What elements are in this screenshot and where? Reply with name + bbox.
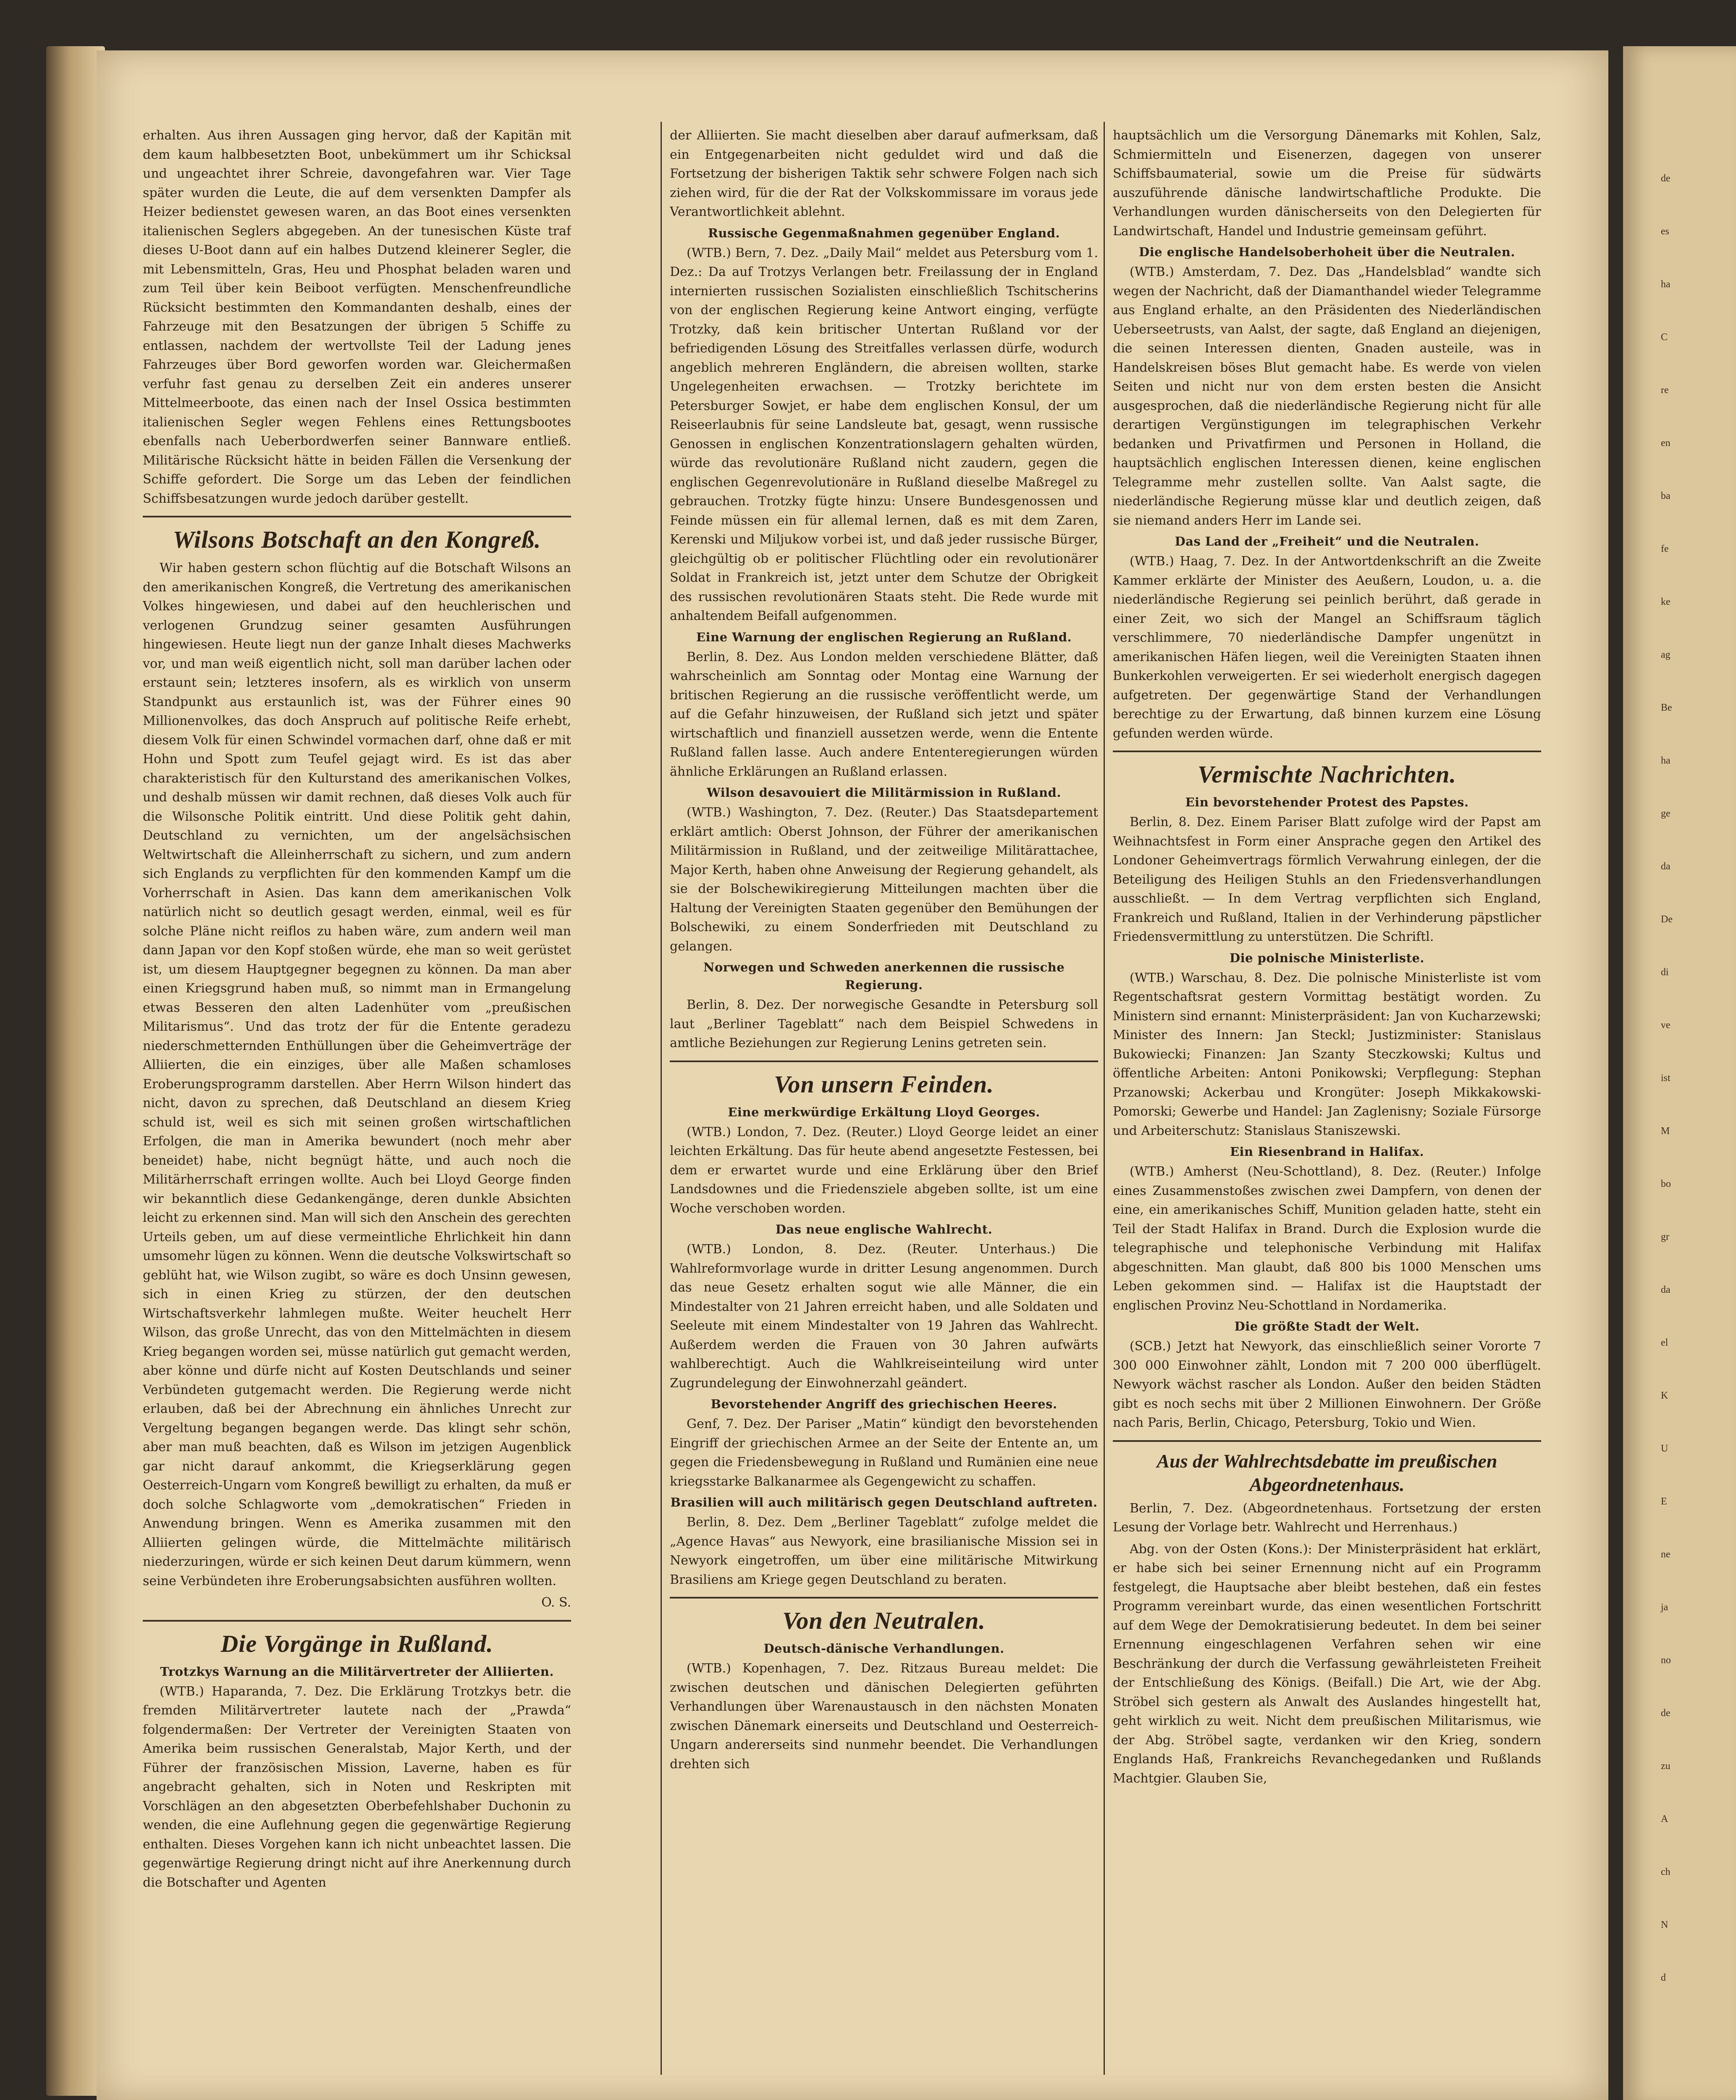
edge-text-fragment: Be xyxy=(1661,702,1672,713)
subheading-danish: Deutsch-dänische Verhandlungen. xyxy=(763,1641,1004,1656)
column-rule xyxy=(1104,122,1105,2075)
article-paragraph: (SCB.) Jetzt hat Newyork, das einschließlich seiner Vororte 7 300 000 Einwohner zählt, London mit 7 200 000 überflügelt. Newyork wächst rascher als London. Außer den beiden Städten gibt es noch sechs mit über 2 Millionen Einwohnern. Der Größe nach Paris, Berlin, Chicago, Petersburg, Tokio und Wien. xyxy=(1113,1339,1541,1430)
article-paragraph: Berlin, 8. Dez. Aus London melden verschiedene Blätter, daß wahrscheinlich am Sonntag oder Montag eine Warnung der britischen Regierung an die russische veröffentlicht werde, um auf die Gefahr hinzuweisen, der Rußland sich jetzt und später wirtschaftlich und finanziell aussetzen werde, wenn die Entente Rußland fallen lasse. Auch andere Ententeregierungen würden ähnliche Erklärungen an Rußland erlassen. xyxy=(670,649,1098,779)
headline-russland: Die Vorgänge in Rußland. xyxy=(220,1630,493,1657)
subheading-norway: Norwegen und Schweden anerkennen die russische Regierung. xyxy=(703,960,1065,992)
divider xyxy=(143,1620,571,1622)
article-paragraph: (WTB.) Washington, 7. Dez. (Reuter.) Das Staatsdepartement erklärt amtlich: Oberst Johnson, der Führer der amerikanischen Militärmission in Rußland, und der zeitweilige Militärattachee, Major Kerth, haben ohne Anweisung der Regierung gehandelt, als sie der Bolschewikiregierung Mitteilungen machten über die Haltung der Vereinigten Staaten gegenüber den Bemühungen der Bolschewiki, zu einem Sonderfrieden mit Deutschland zu gelangen. xyxy=(670,805,1098,954)
subheading-fire: Ein Riesenbrand in Halifax. xyxy=(1230,1144,1424,1159)
headline-wilson: Wilsons Botschaft an den Kongreß. xyxy=(173,526,541,553)
article-paragraph: (WTB.) Haparanda, 7. Dez. Die Erklärung Trotzkys betr. die fremden Militärvertreter lautete nach der „Prawda“ folgendermaßen: Der Vertreter der Vereinigten Staaten von Amerika beim russischen Generalstab, Major Kerth, und der Führer der französischen Mission, Laverne, haben es für angebracht gehalten, sich in Noten und Reskripten mit Vorschlägen an den abgesetzten Oberbefehlshaber Duchonin zu wenden, die eine Auflehnung gegen die gegenwärtige Regierung enthalten. Dieses Vorgehen kann ich nicht unbeachtet lassen. Die gegenwärtige Regierung dringt nicht auf ihre Anerkennung durch die Botschafter und Agenten xyxy=(143,1684,571,1890)
article-paragraph: Berlin, 7. Dez. (Abgeordnetenhaus. Fortsetzung der ersten Lesung der Vorlage betr. Wahlrecht und Herrenhaus.) xyxy=(1113,1501,1541,1535)
edge-text-fragment: no xyxy=(1661,1655,1671,1666)
edge-text-fragment: ag xyxy=(1661,649,1670,660)
edge-text-fragment: ba xyxy=(1661,491,1670,501)
subheading-polish: Die polnische Ministerliste. xyxy=(1229,950,1425,965)
article-paragraph: erhalten. Aus ihren Aussagen ging hervor, daß der Kapitän mit dem kaum halbbesetzten Boot, unbekümmert um ihr Schicksal und ungeachtet ihrer Schreie, davongefahren war. Vier Tage später wurden die Leute, die auf dem versenkten Dampfer als Heizer bedienstet gewesen waren, an das Boot eines versenkten italienischen Seglers abgegeben. An der tunesischen Küste traf dieses U-Boot dann auf ein halbes Dutzend kleinerer Segler, die mit Lebensmitteln, Gras, Heu und Phosphat beladen waren und zum Teil über kein Beiboot verfügten. Menschenfreundliche Rücksicht bestimmten den Kommandanten deshalb, eines der Fahrzeuge mit den Besatzungen der übrigen 5 Schiffe zu entlassen, nachdem der wertvollste Teil der Ladung jenes Fahrzeuges über Bord geworfen worden war. Gleichermaßen verfuhr fast genau zu derselben Zeit ein anderes unserer Mittelmeerboote, das einen nach der Insel Ossica bestimmten italienischen Segler wegen Fehlens eines Rettungsbootes ebenfalls nach Ueberbordwerfen seiner Bannware entließ. Militärische Rücksicht hätte in beiden Fällen die Versenkung der Schiffe gefordert. Die Sorge um das Leben der feindlichen Schiffsbesatzungen wurde jedoch darüber gestellt. xyxy=(143,128,571,506)
edge-text-fragment: es xyxy=(1661,226,1669,237)
subheading-lloyd: Eine merkwürdige Erkältung Lloyd Georges. xyxy=(728,1105,1040,1119)
subheading-disavow: Wilson desavouiert die Militärmission in Rußland. xyxy=(707,785,1061,800)
edge-text-fragment: De xyxy=(1661,914,1673,925)
edge-text-fragment: re xyxy=(1661,385,1669,396)
divider xyxy=(670,1060,1098,1062)
article-paragraph: Abg. von der Osten (Kons.): Der Ministerpräsident hat erklärt, er habe sich bei seiner Ernennung nicht auf ein Programm festgelegt, die Hauptsache aber bleibt bestehen, daß ein festes Programm vereinbart wurde, das einen wesentlichen Fortschritt auf dem Wege der Demokratisierung bedeutet. In dem bei seiner Ernennung eingeschlagenen Verfahren sehen wir eine Beschränkung der durch die Verfassung gewährleisteten Freiheit der Entschließung des Königs. (Beifall.) Die Art, wie der Abg. Ströbel sich gestern als Anwalt des Auslandes hingestellt hat, geht wirklich zu weit. Nicht dem preußischen Militarismus, wie der Abg. Ströbel sagte, verdanken wir den Krieg, sondern Englands Haß, Frankreichs Revanchegedanken und Rußlands Machtgier. Glauben Sie, xyxy=(1113,1541,1541,1786)
subheading-freiheit: Das Land der „Freiheit“ und die Neutralen. xyxy=(1175,534,1479,549)
edge-text-fragment: ch xyxy=(1661,1866,1670,1877)
headline-wahlrechtsdebatte: Aus der Wahlrechtsdebatte im preußischen Abgeordnetenhaus. xyxy=(1156,1450,1497,1495)
edge-text-fragment: el xyxy=(1661,1337,1668,1348)
edge-text-fragment: C xyxy=(1661,332,1668,343)
edge-text-fragment: ke xyxy=(1661,596,1670,607)
edge-text-fragment: U xyxy=(1661,1443,1668,1454)
article-paragraph: (WTB.) Warschau, 8. Dez. Die polnische Ministerliste ist vom Regentschaftsrat gestern Vormittag bestätigt worden. Zu Ministern sind ernannt: Ministerpräsident: Jan von Kucharzewski; Minister des Innern: Jan Steckl; Justizminister: Stanislaus Bukowiecki; Finanzen: Jan Szanty Steczkowski; Kultus und öffentliche Arbeiten: Antoni Ponikowski; Verpflegung: Stephan Przanowski; Ackerbau und Krongüter: Joseph Mikkakowski-Pomorski; Gewerbe und Handel: Jan Zaglenisny; Soziale Fürsorge und Arbeiterschutz: Stanislaus Staniszewski. xyxy=(1113,970,1541,1138)
signature: O. S. xyxy=(541,1595,571,1610)
edge-text-fragment: de xyxy=(1661,1708,1670,1719)
edge-text-fragment: M xyxy=(1661,1126,1670,1137)
article-paragraph: Berlin, 8. Dez. Dem „Berliner Tageblatt“ zufolge meldet die „Agence Havas“ aus Newyork, eine brasilianische Mission sei in Newyork eingetroffen, um über eine militärische Mitwirkung Brasiliens am Kriege gegen Deutschland zu beraten. xyxy=(670,1515,1098,1587)
edge-text-fragment: gr xyxy=(1661,1231,1669,1242)
edge-text-fragment: N xyxy=(1661,1919,1668,1930)
divider xyxy=(1113,751,1541,752)
subheading-protest: Ein bevorstehender Protest des Papstes. xyxy=(1185,795,1469,809)
edge-text-fragment: fe xyxy=(1661,543,1669,554)
edge-text-fragment: E xyxy=(1661,1496,1667,1507)
edge-text-fragment: da xyxy=(1661,861,1670,872)
headline-feinde: Von unsern Feinden. xyxy=(774,1070,994,1098)
subheading-handel: Die englische Handelsoberhoheit über die Neutralen. xyxy=(1138,245,1516,259)
divider xyxy=(670,1597,1098,1599)
subheading-warning: Eine Warnung der englischen Regierung an Rußland. xyxy=(696,630,1072,644)
book-binding xyxy=(46,46,105,2096)
subheading-greek: Bevorstehender Angriff des griechischen Heeres. xyxy=(711,1397,1057,1411)
edge-text-fragment: en xyxy=(1661,438,1670,449)
edge-text-fragment: ja xyxy=(1661,1602,1668,1613)
article-paragraph: der Alliierten. Sie macht dieselben aber darauf aufmerksam, daß ein Entgegenarbeiten nicht geduldet wird und daß die Fortsetzung der bisherigen Taktik sehr schwere Folgen nach sich ziehen wird, für die der Rat der Volkskommissare im voraus jede Verantwortlichkeit ablehnt. xyxy=(670,128,1098,219)
divider xyxy=(1113,1440,1541,1442)
subheading-city: Die größte Stadt der Welt. xyxy=(1234,1319,1420,1334)
subheading-wahlrecht: Das neue englische Wahlrecht. xyxy=(775,1222,993,1236)
article-paragraph: Genf, 7. Dez. Der Pariser „Matin“ kündigt den bevorstehenden Eingriff der griechischen Armee an der Seite der Entente an, um gegen die Friedensbewegung in Rußland und Rumänien eine neue kriegsstarke Balkanarmee als Gegengewicht zu schaffen. xyxy=(670,1417,1098,1489)
article-paragraph: Berlin, 8. Dez. Einem Pariser Blatt zufolge wird der Papst am Weihnachtsfest in Form einer Ansprache gegen den Artikel des Londoner Geheimvertrags förmlich Verwahrung einlegen, der die Beteiligung des Heiligen Stuhls an den Friedensverhandlungen ausschließt. — In dem Vertrag verpflichten sich England, Frankreich und Rußland, Italien in der Verhinderung päpstlicher Friedensvermittlung zu unterstützen. Die Schriftl. xyxy=(1113,815,1541,944)
article-paragraph: hauptsächlich um die Versorgung Dänemarks mit Kohlen, Salz, Schmiermitteln und Eisenerzen, dagegen von unserer Schiffsbaumaterial, sowie um die Preise für südwärts auszuführende dänische landwirtschaftliche Produkte. Die Verhandlungen wurden dänischerseits von den Delegierten für Landwirtschaft, Handel und Industrie gemeinsam geführt. xyxy=(1113,128,1541,239)
edge-text-fragment: K xyxy=(1661,1390,1668,1401)
column-1 xyxy=(143,126,571,2100)
edge-text-fragment: di xyxy=(1661,967,1669,978)
edge-text-fragment: ha xyxy=(1661,279,1670,290)
edge-text-fragment: d xyxy=(1661,1972,1666,1983)
article-paragraph: (WTB.) London, 8. Dez. (Reuter. Unterhaus.) Die Wahlreformvorlage wurde in dritter Lesung angenommen. Durch das neue Gesetz erhalten sogut wie alle Männer, die ein Mindestalter von 21 Jahren erreicht haben, und alle Soldaten und Seeleute mit einem Mindestalter von 19 Jahren das Wahlrecht. Außerdem werden die Frauen von 30 Jahren aufwärts wahlberechtigt. Auch die Wahlkreiseinteilung wird unter Zugrundelegung der Einwohnerzahl geändert. xyxy=(670,1242,1098,1391)
edge-text-fragment: ve xyxy=(1661,1020,1670,1031)
column-2 xyxy=(670,126,1098,2100)
edge-text-fragment: ge xyxy=(1661,808,1670,819)
edge-text-fragment: da xyxy=(1661,1284,1670,1295)
edge-text-fragment: de xyxy=(1661,173,1670,184)
subheading-trotzky-warning: Trotzkys Warnung an die Militärvertreter der Alliierten. xyxy=(160,1664,554,1679)
edge-text-fragment: zu xyxy=(1661,1761,1670,1772)
edge-text-fragment: ha xyxy=(1661,755,1670,766)
edge-text-fragment: ist xyxy=(1661,1073,1670,1084)
article-paragraph: (WTB.) Amsterdam, 7. Dez. Das „Handelsblad“ wandte sich wegen der Nachricht, daß der Diamanthandel wieder Telegramme aus England erhalte, an den Präsidenten des Niederländischen Ueberseetrusts, van Aalst, der sagte, daß England an diejenigen, die seinen Interessen dienten, Gnaden austeile, was in Handelskreisen böses Blut gemacht habe. Es werde von vielen Seiten und nicht nur von dem ersten besten die Ansicht ausgesprochen, daß die niederländische Regierung nicht für alle derartigen Vergünstigungen im telegraphischen Verkehr bedanken und Privatfirmen und Personen in Holland, die hauptsächlich englischen Interessen dienen, keine englischen Telegramme mehr zustellen sollte. Van Aalst sagte, die niederländische Regierung müsse klar und deutlich zeigen, daß sie niemand anders Herr im Lande sei. xyxy=(1113,265,1541,528)
headline-neutralen: Von den Neutralen. xyxy=(782,1607,986,1634)
article-paragraph: Berlin, 8. Dez. Der norwegische Gesandte in Petersburg soll laut „Berliner Tageblatt“ nach dem Beispiel Schwedens in amtliche Beziehungen zur Regierung Lenins getreten sein. xyxy=(670,998,1098,1050)
subheading-russian-measures: Russische Gegenmaßnahmen gegenüber England. xyxy=(708,226,1060,240)
edge-text-fragment: A xyxy=(1661,1814,1668,1824)
article-paragraph: (WTB.) Bern, 7. Dez. „Daily Mail“ meldet aus Petersburg vom 1. Dez.: Da auf Trotzys Verlangen betr. Freilassung der in England internierten russischen Sozialisten einschließlich Tschitscherins von der englischen Regierung keine Antwort einging, verfügte Trotzky, daß kein britischer Untertan Rußland vor der befriedigenden Lösung des Streitfalles verlassen dürfe, wodurch angeblich mehreren Engländern, die abreisen wollten, starke Ungelegenheiten erwachsen. — Trotzky berichtete im Petersburger Sowjet, er habe dem englischen Konsul, der um Reiseerlaubnis für seine Landsleute bat, gesagt, wenn russische Genossen in englischen Konzentrationslagern gehalten würden, würde das revolutionäre Rußland nicht zaudern, gegen die englischen Gegenrevolutionäre in Rußland dieselbe Maßregel zu gebrauchen. Trotzky fügte hinzu: Unsere Bundesgenossen und Feinde müssen ein für allemal lernen, daß es mit dem Zaren, Kerenski und Miljukow vorbei ist, und daß jeder russische Bürger, gleichgültig ob er politischer Flüchtling oder ein revolutionärer Soldat in Frankreich ist, jetzt unter dem Schutze der Obrigkeit des russischen revolutionären Staats steht. Die Rede wurde mit anhaltendem Beifall aufgenommen. xyxy=(670,245,1098,623)
article-paragraph: (WTB.) London, 7. Dez. (Reuter.) Lloyd George leidet an einer leichten Erkältung. Das für heute abend angesetzte Festessen, bei dem er erwartet wurde und eine Erklärung über den Brief Landsdownes und die Friedensziele abgeben sollte, ist um eine Woche verschoben worden. xyxy=(670,1124,1098,1216)
newspaper-page xyxy=(97,50,1608,2100)
divider xyxy=(143,516,571,517)
headline-vermischte: Vermischte Nachrichten. xyxy=(1198,761,1456,788)
edge-text-fragment: bo xyxy=(1661,1179,1671,1189)
column-rule xyxy=(661,122,662,2075)
article-paragraph: (WTB.) Kopenhagen, 7. Dez. Ritzaus Bureau meldet: Die zwischen deutschen und dänischen Delegierten geführten Verhandlungen über Warenaustausch in den nächsten Monaten zwischen Dänemark einerseits und Deutschland und Oesterreich-Ungarn andererseits sind nunmehr beendet. Die Verhandlungen drehten sich xyxy=(670,1661,1098,1772)
edge-text-fragment: ne xyxy=(1661,1549,1670,1560)
article-paragraph: (WTB.) Amherst (Neu-Schottland), 8. Dez. (Reuter.) Infolge eines Zusammenstoßes zwischen zwei Dampfern, von denen der eine, ein amerikanisches Schiff, Munition geladen hatte, steht ein Teil der Stadt Halifax in Brand. Durch die Explosion wurde die telegraphische und telephonische Verbindung mit Halifax abgeschnitten. Man glaubt, daß 800 bis 1000 Menschen ums Leben gekommen sind. — Halifax ist die Hauptstadt der englischen Provinz Neu-Schottland in Nordamerika. xyxy=(1113,1164,1541,1313)
article-paragraph: (WTB.) Haag, 7. Dez. In der Antwortdenkschrift an die Zweite Kammer erklärte der Minister des Aeußern, Loudon, u. a. die niederländische Regierung sei peinlich berührt, daß gerade in einer Zeit, wo sich der Mangel an Schiffsraum täglich verschlimmere, 70 niederländische Dampfer ungenützt in amerikanischen Häfen liegen, weil die Vereinigten Staaten ihnen Bunkerkohlen verweigerten. Er sei wiederholt energisch dagegen aufgetreten. Der gegenwärtige Stand der Verhandlungen berechtige zu der Erwartung, daß binnen kurzem eine Lösung gefunden werden würde. xyxy=(1113,554,1541,741)
adjacent-page-edge xyxy=(1623,46,1736,2100)
article-paragraph: Wir haben gestern schon flüchtig auf die Botschaft Wilsons an den amerikanischen Kongreß, die Vertretung des amerikanischen Volkes hingewiesen, und dabei auf den heuchlerischen und verlogenen Grundzug seiner gesamten Ausführungen hingewiesen. Heute liegt nun der ganze Inhalt dieses Machwerks vor, und man weiß eigentlich nicht, soll man darüber lachen oder erstaunt sein; letzteres insofern, als es wirklich von unserm Standpunkt aus erstaunlich ist, was der Führer eines 90 Millionenvolkes, das doch Anspruch auf politische Reife erhebt, diesem Volk für einen Schwindel vormachen darf, ohne daß er mit Hohn und Spott zum Teufel gejagt wird. Es ist das aber charakteristisch für den Kulturstand des amerikanischen Volkes, und deshalb müssen wir damit rechnen, daß dieses Volk auch für die Wilsonsche Politik eintritt. Und diese Politik geht dahin, Deutschland zu vernichten, um der angelsächsischen Weltwirtschaft die Alleinherrschaft zu sichern, und zum andern sich Englands zu verpflichten für den kommenden Kampf um die Vorherrschaft in Asien. Das kann dem amerikanischen Volk natürlich nicht so deutlich gesagt werden, einmal, weil es für solche Pläne nicht reiflos zu haben wäre, zum andern weil man dann Japan vor den Kopf stoßen würde, ehe man so weit gerüstet ist, um diesem Hauptgegner begegnen zu können. Da man aber einen Kriegsgrund haben muß, so nimmt man in Ermangelung etwas Besseren den alten Ladenhüter vom „preußischen Militarismus“. Und das trotz der für die Entente geradezu niederschmetternden Enthüllungen über die Geheimverträge der Alliierten, die ein einziges, über alle Maßen schamloses Eroberungsprogramm darstellen. Aber Herrn Wilson hindert das nicht, davon zu sprechen, daß Deutschland an diesem Krieg schuld ist, weil es sich mit seinen großen wirtschaftlichen Erfolgen, die man in Amerika bewundert (noch mehr aber beneidet) habe, nicht begnügt hätte, und auch noch die Militärherrschaft erringen wollte. Auch bei Lloyd George finden wir bekanntlich diese Gedankengänge, deren dunkle Absichten leicht zu erkennen sind. Man will sich den Anschein des gerechten Urteils geben, um auf diese vermeintliche Ehrlichkeit hin dann umsomehr lügen zu können. Wenn die deutsche Volkswirtschaft so geblüht hat, wie Wilson zugibt, so wäre es doch Unsinn gewesen, sich in einen Krieg zu stürzen, der den deutschen Wirtschaftsverkehr lahmlegen mußte. Weiter heuchelt Herr Wilson, das große Unrecht, das von den Mittelmächten in diesem Krieg begangen worden sei, müsse natürlich gut gemacht werden, aber könne und dürfe nicht auf Kosten Deutschlands und seiner Verbündeten gutgemacht werden. Die Regierung werde nicht erlauben, daß bei der Abrechnung ein ähnliches Unrecht zur Vergeltung begangen begangen werde. Das klingt sehr schön, aber man muß beachten, daß es Wilson im jetzigen Augenblick gar nicht darauf ankommt, die Kriegserklärung gegen Oesterreich-Ungarn vom Kongreß bewilligt zu erhalten, da muß er doch solche Schlagworte vom „demokratischen“ Frieden in Anwendung bringen. Wenn es Amerika zusammen mit den Alliierten gelingen würde, die Mittelmächte militärisch niederzuringen, würde er sich keinen Deut darum kümmern, wenn seine Verbündeten ihre Eroberungsabsichten ausführen wollten. xyxy=(143,561,571,1588)
column-3 xyxy=(1113,126,1541,2100)
subheading-brazil: Brasilien will auch militärisch gegen Deutschland auftreten. xyxy=(670,1495,1098,1509)
